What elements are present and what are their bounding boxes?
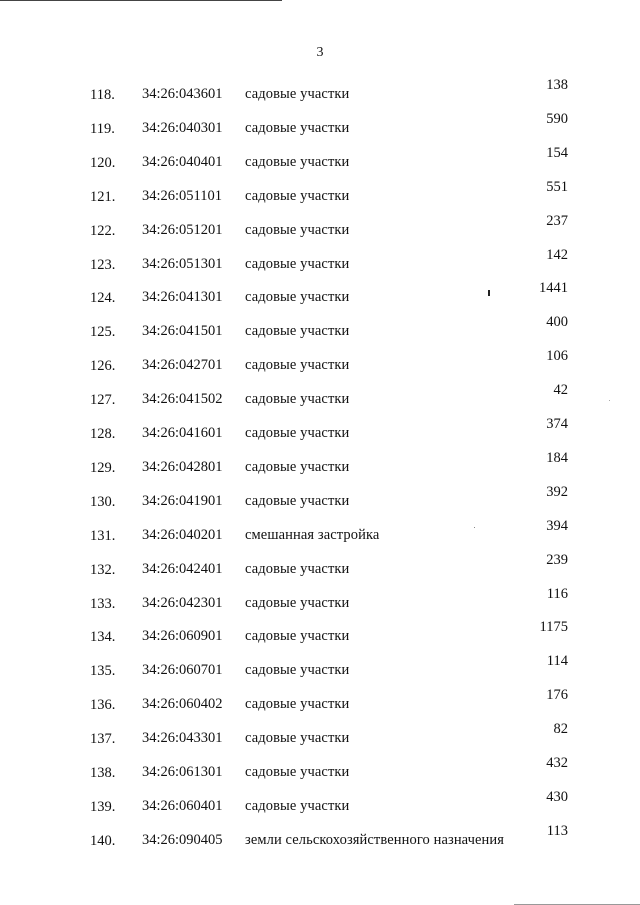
row-number: 125.: [90, 324, 116, 341]
cadastral-code: 34:26:042401: [142, 560, 223, 577]
table-row: [0, 788, 640, 815]
row-number: 140.: [90, 832, 116, 849]
cadastral-code: 34:26:041601: [142, 425, 223, 441]
cadastral-code: 34:26:041901: [142, 492, 223, 509]
table-row: [0, 382, 640, 409]
table-row: [0, 348, 640, 375]
table-row: [0, 280, 640, 307]
area-value: 237: [546, 212, 568, 229]
cadastral-code: 34:26:042801: [142, 458, 223, 475]
land-use: садовые участки: [245, 323, 350, 340]
page-number: 3: [316, 45, 324, 60]
land-use: земли сельскохозяйственного назначения: [245, 831, 505, 848]
row-number: 119.: [90, 120, 115, 137]
land-use: садовые участки: [245, 391, 350, 408]
table-row: [0, 314, 640, 341]
cadastral-code: 34:26:051301: [142, 255, 223, 272]
land-use: садовые участки: [245, 696, 350, 713]
cadastral-code: 34:26:042301: [142, 594, 223, 611]
row-number: 121.: [90, 188, 116, 205]
land-use: садовые участки: [245, 357, 350, 374]
area-value: 142: [546, 246, 568, 263]
land-use: садовые участки: [245, 425, 350, 441]
land-use: садовые участки: [245, 153, 350, 170]
table-row: [0, 619, 640, 646]
land-use: садовые участки: [245, 594, 350, 611]
cadastral-code: 34:26:043601: [142, 86, 223, 102]
table-row: [0, 483, 640, 510]
cadastral-code: 34:26:060901: [142, 628, 223, 645]
land-use: садовые участки: [245, 255, 350, 272]
land-use: садовые участки: [245, 86, 350, 102]
cadastral-code: 34:26:060401: [142, 797, 223, 814]
row-number: 123.: [90, 256, 116, 273]
cadastral-code: 34:26:042701: [142, 357, 223, 374]
area-value: 116: [546, 585, 568, 602]
cadastral-code: 34:26:051201: [142, 221, 223, 238]
table-row: [0, 212, 640, 239]
cadastral-code: 34:26:040401: [142, 153, 223, 170]
row-number: 126.: [90, 358, 116, 375]
land-use: садовые участки: [245, 492, 350, 509]
table-row: [0, 822, 640, 849]
area-value: 551: [546, 178, 568, 195]
area-value: 114: [546, 653, 568, 670]
area-value: 113: [546, 822, 568, 839]
row-number: 128.: [90, 426, 116, 442]
row-number: 127.: [90, 392, 116, 409]
cadastral-code: 34:26:043301: [142, 730, 223, 747]
row-number: 118.: [90, 87, 115, 103]
table-row: [0, 178, 640, 205]
table-row: [0, 144, 640, 171]
area-value: 590: [546, 110, 568, 127]
row-number: 137.: [90, 731, 116, 748]
cadastral-code: 34:26:051101: [142, 187, 223, 204]
row-number: 122.: [90, 222, 116, 239]
row-number: 136.: [90, 697, 116, 714]
row-number: 120.: [90, 154, 116, 171]
cadastral-code: 34:26:040301: [142, 119, 223, 136]
area-value: 430: [546, 788, 568, 805]
table-row: [0, 687, 640, 714]
land-use: садовые участки: [245, 628, 350, 645]
row-number: 132.: [90, 561, 116, 578]
cadastral-code: 34:26:041301: [142, 289, 223, 306]
land-use: садовые участки: [245, 662, 350, 679]
area-value: 154: [546, 144, 568, 161]
area-value: 239: [546, 551, 568, 568]
area-value: 106: [546, 348, 568, 365]
area-value: 82: [553, 721, 568, 738]
area-value: 432: [546, 755, 568, 771]
scan-speck: [474, 527, 475, 528]
cadastral-code: 34:26:060701: [142, 662, 223, 679]
row-number: 138.: [90, 765, 116, 781]
area-value: 176: [546, 687, 568, 704]
cadastral-code: 34:26:041501: [142, 323, 223, 340]
land-use: садовые участки: [245, 730, 350, 747]
row-number: 129.: [90, 459, 116, 476]
table-row: [0, 77, 640, 103]
area-value: 394: [546, 517, 568, 534]
land-use: садовые участки: [245, 797, 350, 814]
table-row: [0, 551, 640, 578]
row-number: 124.: [90, 290, 116, 307]
area-value: 374: [546, 416, 568, 432]
cadastral-code: 34:26:041502: [142, 391, 223, 408]
land-use: садовые участки: [245, 289, 350, 306]
table-row: [0, 755, 640, 781]
land-use: садовые участки: [245, 119, 350, 136]
area-value: 184: [546, 449, 568, 466]
row-number: 139.: [90, 798, 116, 815]
table-row: [0, 517, 640, 544]
row-number: 134.: [90, 629, 116, 646]
area-value: 1441: [539, 280, 568, 297]
table-row: [0, 416, 640, 442]
land-use: садовые участки: [245, 764, 350, 780]
row-number: 130.: [90, 493, 116, 510]
table-row: [0, 110, 640, 137]
table-row: [0, 585, 640, 612]
land-use: садовые участки: [245, 187, 350, 204]
land-use: смешанная застройка: [245, 526, 380, 543]
cadastral-code: 34:26:061301: [142, 764, 223, 780]
area-value: 1175: [539, 619, 568, 636]
area-value: 42: [553, 382, 568, 399]
table-row: [0, 449, 640, 476]
table-row: [0, 653, 640, 680]
cadastral-code: 34:26:040201: [142, 526, 223, 543]
cadastral-code: 34:26:060402: [142, 696, 223, 713]
land-use: садовые участки: [245, 458, 350, 475]
area-value: 400: [546, 314, 568, 331]
cadastral-code: 34:26:090405: [142, 831, 223, 848]
land-use: садовые участки: [245, 221, 350, 238]
area-value: 392: [546, 483, 568, 500]
row-number: 135.: [90, 663, 116, 680]
area-value: 138: [546, 77, 568, 93]
land-use: садовые участки: [245, 560, 350, 577]
table-row: [0, 246, 640, 273]
table-row: [0, 721, 640, 748]
row-number: 131.: [90, 527, 116, 544]
scan-speck: [488, 290, 490, 296]
header-rule: [0, 0, 282, 1]
scan-speck: [609, 400, 610, 401]
row-number: 133.: [90, 595, 116, 612]
